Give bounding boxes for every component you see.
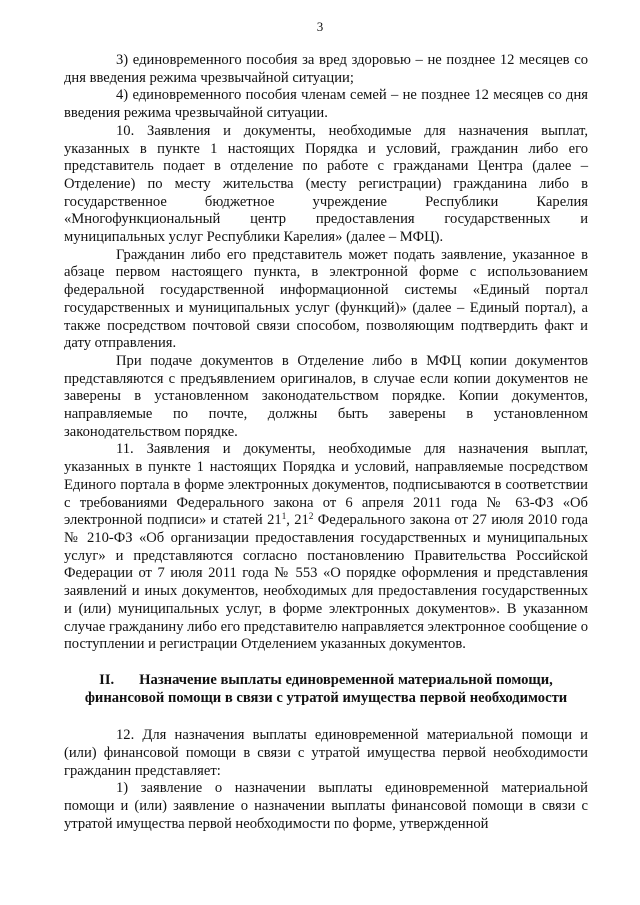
section-title-line-1: Назначение выплаты единовременной материальной помощи, — [139, 671, 553, 688]
document-body — [64, 52, 588, 834]
page-number: 3 — [316, 19, 324, 34]
superscript: 1 — [281, 511, 287, 522]
paragraph: 1) заявление о назначении выплаты единовременной материальной помощи и (или) заявление о назначении выплаты финансовой помощи в связи с утратой имущества первой необходимости по форме, утвержденной — [64, 780, 588, 832]
paragraph: Гражданин либо его представитель может подать заявление, указанное в абзаце первом настоящего пункта, в электронной форме с использованием федеральной государственной информационной системы «Единый портал государственных и муниципальных услуг (функций)» (далее – Единый портал), а также посредством почтовой связи способом, позволяющим подтвердить факт и дату отправления. — [64, 246, 588, 352]
paragraph: 10. Заявления и документы, необходимые для назначения выплат, указанных в пункте 1 настоящих Порядка и условий, гражданин либо его представитель подает в отделение по работе с гражданами Центра (далее – Отделение) по месту жительства (месту регистрации) гражданина либо в государственное бюджетное учреждение Республики Карелия «Многофункциональный центр предоставления государственных и муниципальных услуг Республики Карелия» (далее – МФЦ). — [64, 122, 588, 246]
p11-text-2: Федерального закона от 27 июля 2010 года № 210-ФЗ «Об организации предоставления государственных и муниципальных услуг» и представляются согласно постановлению Правительства Российской Федерации от 7 июля 2011 года № 553 «О порядке оформления и представления заявлений и иных документов, необходимых для предоставления государственных и (или) муниципальных услуг, в форме электронных документов». В указанном случае гражданину либо его представителю направляется электронное сообщение о поступлении и регистрации Отделением указанных документов. — [64, 512, 588, 653]
paragraph: При подаче документов в Отделение либо в МФЦ копии документов представляются с предъявлением оригиналов, в случае если копии документов не заверены в установленном законодательством порядке. Копии документов, направляемые по почте, должны быть заверены в установленном законодательством порядке. — [64, 352, 588, 440]
paragraph: 3) единовременного пособия за вред здоровью – не позднее 12 месяцев со дня введения режима чрезвычайной ситуации; — [64, 52, 588, 86]
paragraph: 4) единовременного пособия членам семей – не позднее 12 месяцев со дня введения режима чрезвычайной ситуации. — [64, 87, 588, 122]
section-number: II. — [99, 671, 115, 688]
paragraph: 12. Для назначения выплаты единовременной материальной помощи и (или) финансовой помощи в связи с утратой имущества первой необходимости гражданин представляет: — [64, 727, 588, 779]
paragraph-11 — [64, 441, 588, 653]
superscript: 2 — [308, 511, 314, 522]
p11-sep: , 21 — [286, 512, 309, 529]
section-heading — [64, 672, 588, 707]
section-title-line-2: финансовой помощи в связи с утратой имущества первой необходимости — [84, 689, 568, 706]
section-heading-line-1 — [64, 672, 588, 690]
p11-text-1: 11. Заявления и документы, необходимые для назначения выплат, указанных в пункте 1 настоящих Порядка и условий, направляемые посредством Единого портала в форме электронных документов, подписываются в соответствии с требованиями Федерального закона от 6 апреля 2011 года № 63-ФЗ «Об электронной подписи» и статей 21 — [64, 441, 588, 529]
